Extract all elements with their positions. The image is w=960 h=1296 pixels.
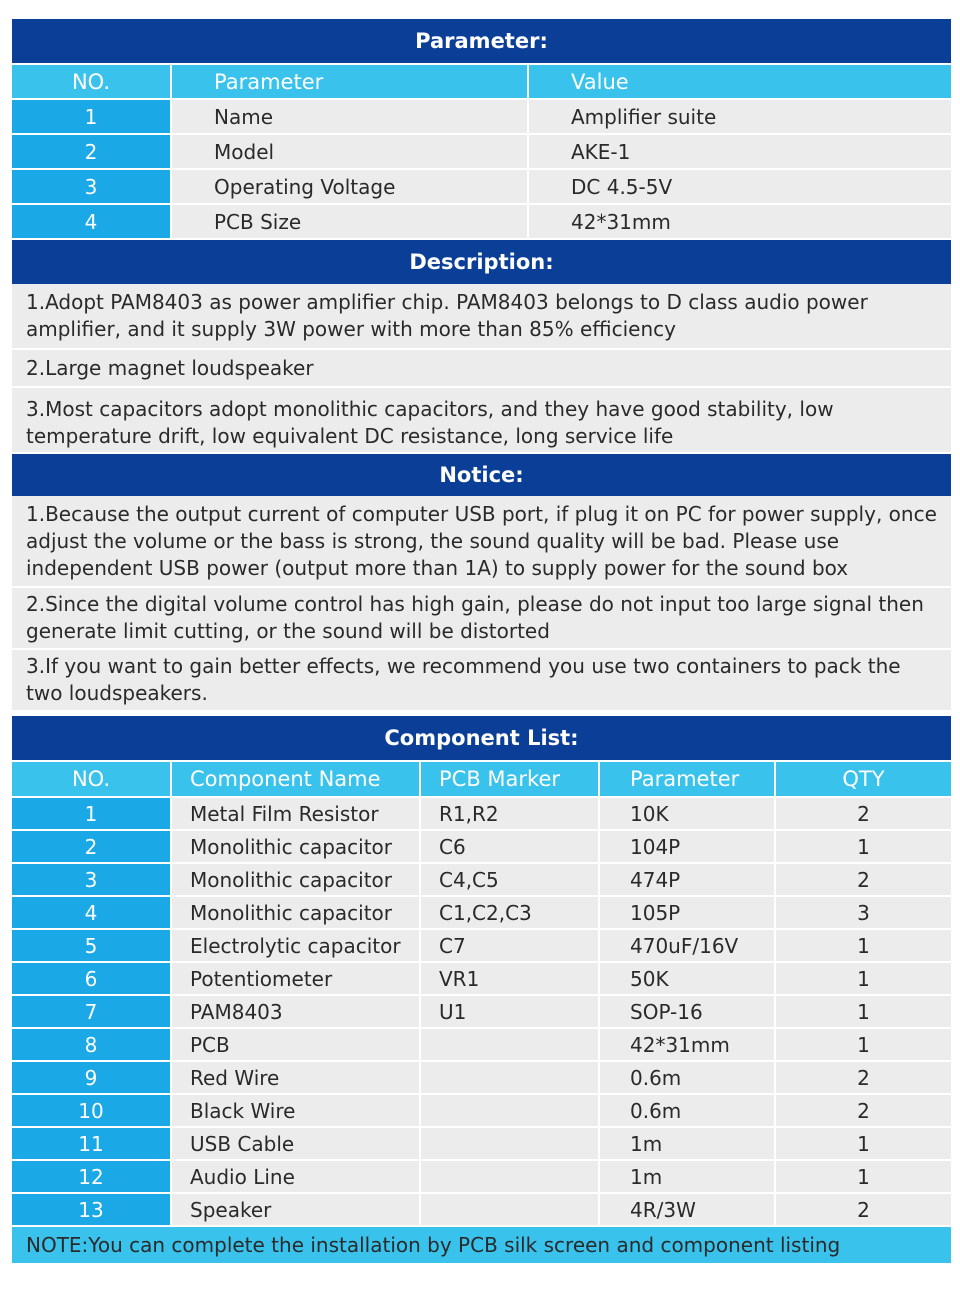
comp-row-qty: 3 xyxy=(776,897,951,928)
comp-row-no: 3 xyxy=(12,864,172,895)
parameter-row xyxy=(12,205,951,240)
comp-row-name: Electrolytic capacitor xyxy=(172,930,421,961)
notice-title: Notice: xyxy=(12,454,951,496)
comp-row-marker xyxy=(421,1128,600,1159)
comp-row-no: 5 xyxy=(12,930,172,961)
param-row-value: Amplifier suite xyxy=(529,100,951,133)
comp-row-parameter: 10K xyxy=(600,798,776,829)
component-row xyxy=(12,963,951,996)
notice-item-2: 2.Since the digital volume control has high gain, please do not input too large signal then generate limit cutting, or the sound will be distorted xyxy=(12,588,951,650)
comp-row-parameter: 104P xyxy=(600,831,776,862)
parameter-row xyxy=(12,170,951,205)
comp-row-marker: C6 xyxy=(421,831,600,862)
param-row-no: 3 xyxy=(12,170,172,203)
comp-row-no: 9 xyxy=(12,1062,172,1093)
comp-row-no: 7 xyxy=(12,996,172,1027)
comp-header-no: NO. xyxy=(12,762,172,796)
comp-row-name: Black Wire xyxy=(172,1095,421,1126)
comp-row-no: 12 xyxy=(12,1161,172,1192)
comp-row-qty: 1 xyxy=(776,996,951,1027)
param-row-no: 2 xyxy=(12,135,172,168)
component-list-title: Component List: xyxy=(12,716,951,760)
param-row-value: DC 4.5-5V xyxy=(529,170,951,203)
component-row xyxy=(12,798,951,831)
comp-row-qty: 1 xyxy=(776,1029,951,1060)
param-row-name: Model xyxy=(172,135,529,168)
param-row-no: 4 xyxy=(12,205,172,238)
description-item-2: 2.Large magnet loudspeaker xyxy=(12,350,951,388)
comp-row-marker: VR1 xyxy=(421,963,600,994)
component-row xyxy=(12,1029,951,1062)
comp-row-qty: 2 xyxy=(776,1194,951,1225)
param-row-no: 1 xyxy=(12,100,172,133)
parameter-row xyxy=(12,100,951,135)
comp-row-parameter: SOP-16 xyxy=(600,996,776,1027)
comp-row-name: Metal Film Resistor xyxy=(172,798,421,829)
param-row-value: 42*31mm xyxy=(529,205,951,238)
comp-row-no: 1 xyxy=(12,798,172,829)
comp-row-no: 6 xyxy=(12,963,172,994)
param-row-name: Operating Voltage xyxy=(172,170,529,203)
comp-row-qty: 1 xyxy=(776,831,951,862)
component-row xyxy=(12,897,951,930)
comp-row-no: 10 xyxy=(12,1095,172,1126)
comp-row-name: USB Cable xyxy=(172,1128,421,1159)
comp-row-no: 13 xyxy=(12,1194,172,1225)
component-row xyxy=(12,930,951,963)
comp-row-name: Monolithic capacitor xyxy=(172,897,421,928)
comp-row-parameter: 42*31mm xyxy=(600,1029,776,1060)
comp-row-parameter: 50K xyxy=(600,963,776,994)
component-row xyxy=(12,1128,951,1161)
comp-row-marker xyxy=(421,1095,600,1126)
comp-row-marker: U1 xyxy=(421,996,600,1027)
comp-row-name: Audio Line xyxy=(172,1161,421,1192)
notice-item-3: 3.If you want to gain better effects, we recommend you use two containers to pack the two loudspeakers. xyxy=(12,650,951,712)
comp-row-parameter: 470uF/16V xyxy=(600,930,776,961)
comp-row-name: Speaker xyxy=(172,1194,421,1225)
component-row xyxy=(12,1062,951,1095)
notice-item-1: 1.Because the output current of computer USB port, if plug it on PC for power supply, once adjust the volume or the bass is strong, the sound quality will be bad. Please use independent USB power (output more than 1A) to supply power for the sound box xyxy=(12,496,951,588)
comp-row-marker xyxy=(421,1062,600,1093)
comp-row-parameter: 4R/3W xyxy=(600,1194,776,1225)
comp-row-qty: 1 xyxy=(776,963,951,994)
comp-row-no: 11 xyxy=(12,1128,172,1159)
comp-row-marker: C7 xyxy=(421,930,600,961)
comp-row-parameter: 0.6m xyxy=(600,1062,776,1093)
comp-row-marker: R1,R2 xyxy=(421,798,600,829)
parameter-title: Parameter: xyxy=(12,19,951,63)
comp-row-no: 4 xyxy=(12,897,172,928)
comp-row-name: Monolithic capacitor xyxy=(172,864,421,895)
component-row xyxy=(12,1161,951,1194)
comp-row-name: Red Wire xyxy=(172,1062,421,1093)
comp-row-marker: C1,C2,C3 xyxy=(421,897,600,928)
param-header-parameter: Parameter xyxy=(172,65,529,98)
comp-row-name: PAM8403 xyxy=(172,996,421,1027)
description-title: Description: xyxy=(12,240,951,284)
component-row xyxy=(12,996,951,1029)
component-row xyxy=(12,831,951,864)
component-row xyxy=(12,1095,951,1128)
installation-note: NOTE:You can complete the installation by PCB silk screen and component listing xyxy=(12,1227,951,1263)
comp-row-parameter: 105P xyxy=(600,897,776,928)
comp-row-no: 2 xyxy=(12,831,172,862)
comp-row-parameter: 1m xyxy=(600,1128,776,1159)
parameter-row xyxy=(12,135,951,170)
comp-header-parameter: Parameter xyxy=(600,762,776,796)
spec-sheet xyxy=(12,19,951,1263)
comp-row-qty: 2 xyxy=(776,1062,951,1093)
component-row xyxy=(12,864,951,897)
comp-row-qty: 2 xyxy=(776,798,951,829)
param-row-value: AKE-1 xyxy=(529,135,951,168)
comp-row-parameter: 474P xyxy=(600,864,776,895)
param-row-name: Name xyxy=(172,100,529,133)
comp-row-qty: 2 xyxy=(776,864,951,895)
comp-header-marker: PCB Marker xyxy=(421,762,600,796)
comp-row-name: Monolithic capacitor xyxy=(172,831,421,862)
component-header-row xyxy=(12,760,951,798)
component-row xyxy=(12,1194,951,1227)
comp-row-qty: 1 xyxy=(776,1128,951,1159)
comp-row-name: PCB xyxy=(172,1029,421,1060)
comp-row-parameter: 1m xyxy=(600,1161,776,1192)
comp-row-marker xyxy=(421,1029,600,1060)
description-item-3: 3.Most capacitors adopt monolithic capacitors, and they have good stability, low temperature drift, low equivalent DC resistance, long service life xyxy=(12,388,951,454)
comp-row-qty: 1 xyxy=(776,930,951,961)
component-table-body xyxy=(12,798,951,1227)
parameter-table-body xyxy=(12,100,951,240)
param-header-no: NO. xyxy=(12,65,172,98)
comp-row-marker: C4,C5 xyxy=(421,864,600,895)
comp-header-qty: QTY xyxy=(776,762,951,796)
comp-row-parameter: 0.6m xyxy=(600,1095,776,1126)
param-header-value: Value xyxy=(529,65,951,98)
param-row-name: PCB Size xyxy=(172,205,529,238)
comp-header-name: Component Name xyxy=(172,762,421,796)
comp-row-marker xyxy=(421,1194,600,1225)
comp-row-qty: 2 xyxy=(776,1095,951,1126)
parameter-header-row xyxy=(12,63,951,100)
comp-row-marker xyxy=(421,1161,600,1192)
comp-row-qty: 1 xyxy=(776,1161,951,1192)
description-item-1: 1.Adopt PAM8403 as power amplifier chip. PAM8403 belongs to D class audio power amplifier, and it supply 3W power with more than 85% efficiency xyxy=(12,284,951,350)
comp-row-name: Potentiometer xyxy=(172,963,421,994)
comp-row-no: 8 xyxy=(12,1029,172,1060)
